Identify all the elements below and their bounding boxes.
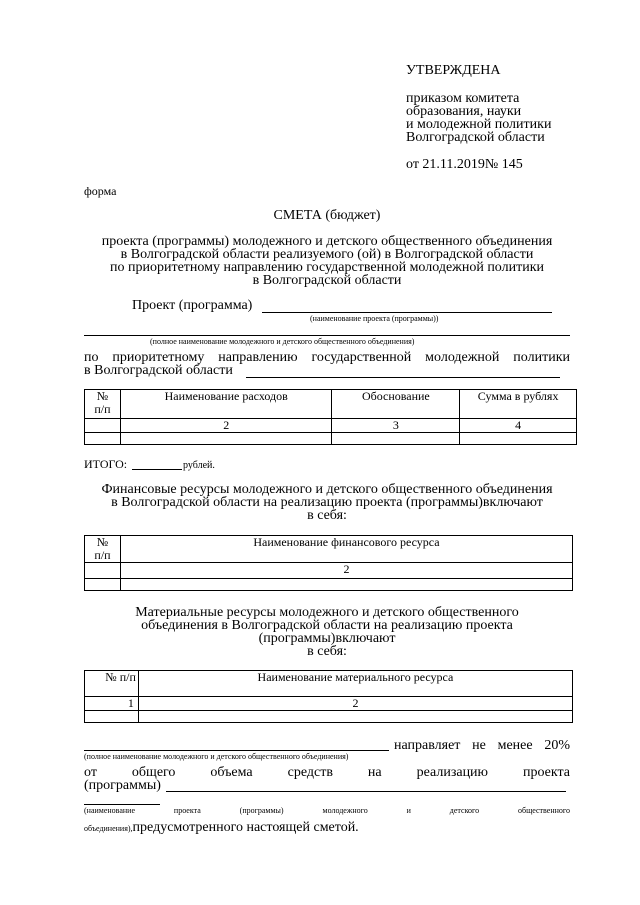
material-num-cell-2: 2 (138, 697, 572, 711)
subtitle-line-2: в Волгоградской области реализуемого (ой) в Волгоградской области (120, 247, 534, 262)
table-cell[interactable] (85, 711, 139, 723)
direction-line-2: в Волгоградской области (84, 363, 233, 378)
table-row (85, 433, 577, 445)
financial-line-2: в Волгоградской области на реализацию проекта (программы)включают (111, 495, 543, 510)
table-cell[interactable] (85, 579, 121, 591)
financial-table (84, 535, 573, 591)
footer-word-2: общего (131, 765, 176, 780)
project-name-line[interactable] (262, 312, 552, 313)
expenses-header-num: № п/п (85, 390, 121, 419)
footer-project-line[interactable] (166, 791, 566, 792)
footer-hint-word-1: (наименование (84, 806, 136, 815)
total-label: ИТОГО: (84, 457, 128, 471)
footer-word-4: средств (287, 765, 333, 780)
footer-word-3: объема (210, 765, 253, 780)
material-line-3: (программы)включают (258, 631, 396, 646)
footer-word-5: на (367, 765, 382, 780)
table-cell[interactable] (85, 433, 121, 445)
footer-short-line (84, 804, 160, 805)
expenses-header-name: Наименование расходов (120, 390, 332, 419)
footer-hint-word-7: общественного (518, 806, 570, 815)
direction-line-1: по приоритетному направлению государственной молодежной политики (84, 350, 570, 365)
approval-date: от 21.11.2019№ 145 (406, 157, 523, 172)
subtitle-line-4: в Волгоградской области (252, 273, 402, 288)
material-line-2: объединения в Волгоградской области на реализацию проекта (141, 618, 513, 633)
total-unit: рублей. (183, 460, 215, 471)
material-table (84, 670, 573, 723)
org-name-hint: (полное наименование молодежного и детского общественного объединения) (150, 337, 415, 346)
material-num-cell-1: 1 (85, 697, 139, 711)
footer-org-hint: (полное наименование молодежного и детского общественного объединения) (84, 752, 349, 761)
table-cell[interactable] (138, 711, 572, 723)
material-header-name: Наименование материального ресурса (138, 671, 572, 697)
expenses-num-cell-2: 2 (120, 419, 332, 433)
footer-word-6: реализацию (416, 765, 489, 780)
table-cell[interactable] (120, 579, 572, 591)
doc-title: СМЕТА (бюджет) (273, 208, 381, 223)
table-cell[interactable] (120, 433, 332, 445)
footer-hint-words (84, 806, 570, 815)
material-line-1: Материальные ресурсы молодежного и детского общественного (135, 605, 519, 620)
table-cell[interactable] (332, 433, 460, 445)
footer-directs: направляет не менее 20% (394, 738, 570, 753)
footer-hint-word-3: (программы) (239, 806, 284, 815)
footer-hint-word-5: и (406, 806, 411, 815)
footer-hint-end: объединения), (84, 824, 133, 833)
approval-line-2: образования, науки (406, 104, 522, 119)
material-line-4: в себя: (307, 644, 347, 659)
footer-hint-word-2: проекта (173, 806, 201, 815)
approval-line-3: и молодежной политики (406, 117, 552, 132)
footer-hint-word-6: детского (449, 806, 480, 815)
form-label: форма (84, 184, 117, 198)
org-name-line[interactable] (84, 335, 570, 336)
subtitle-line-1: проекта (программы) молодежного и детского общественного объединения (101, 234, 553, 249)
footer-org-line[interactable] (84, 750, 389, 751)
expenses-number-row (85, 419, 577, 433)
subtitle-line-3: по приоритетному направлению государственной молодежной политики (109, 260, 545, 275)
table-row (85, 579, 573, 591)
footer-tail: предусмотренного настоящей сметой. (132, 820, 359, 835)
material-number-row (85, 697, 573, 711)
financial-header-row (85, 536, 573, 563)
financial-header-name: Наименование финансового ресурса (120, 536, 572, 563)
footer-word-1: от (84, 765, 97, 780)
expenses-num-cell-1 (85, 419, 121, 433)
financial-num-cell-2: 2 (120, 563, 572, 579)
table-row (85, 711, 573, 723)
approval-title: УТВЕРЖДЕНА (406, 63, 501, 78)
expenses-header-row (85, 390, 577, 419)
footer-hint-word-4: молодежного (322, 806, 368, 815)
financial-line-3: в себя: (307, 508, 347, 523)
expenses-header-sum: Сумма в рублях (460, 390, 577, 419)
project-name-hint: (наименование проекта (программы)) (310, 314, 439, 323)
approval-line-1: приказом комитета (406, 91, 520, 106)
project-label: Проект (программа) (132, 298, 253, 313)
expenses-num-cell-4: 4 (460, 419, 577, 433)
direction-fill-line[interactable] (246, 377, 560, 378)
total-amount-line[interactable] (132, 469, 182, 470)
table-cell[interactable] (460, 433, 577, 445)
footer-final-line (84, 818, 359, 836)
expenses-num-cell-3: 3 (332, 419, 460, 433)
financial-number-row (85, 563, 573, 579)
financial-line-1: Финансовые ресурсы молодежного и детского общественного объединения (101, 482, 553, 497)
financial-num-cell-1 (85, 563, 121, 579)
material-header-row (85, 671, 573, 697)
approval-line-4: Волгоградской области (406, 130, 545, 145)
footer-word-7: проекта (523, 765, 570, 780)
financial-header-num: № п/п (85, 536, 121, 563)
footer-program: (программы) (84, 778, 161, 793)
expenses-table (84, 389, 577, 445)
material-header-num: № п/п (85, 671, 139, 697)
expenses-header-basis: Обоснование (332, 390, 460, 419)
